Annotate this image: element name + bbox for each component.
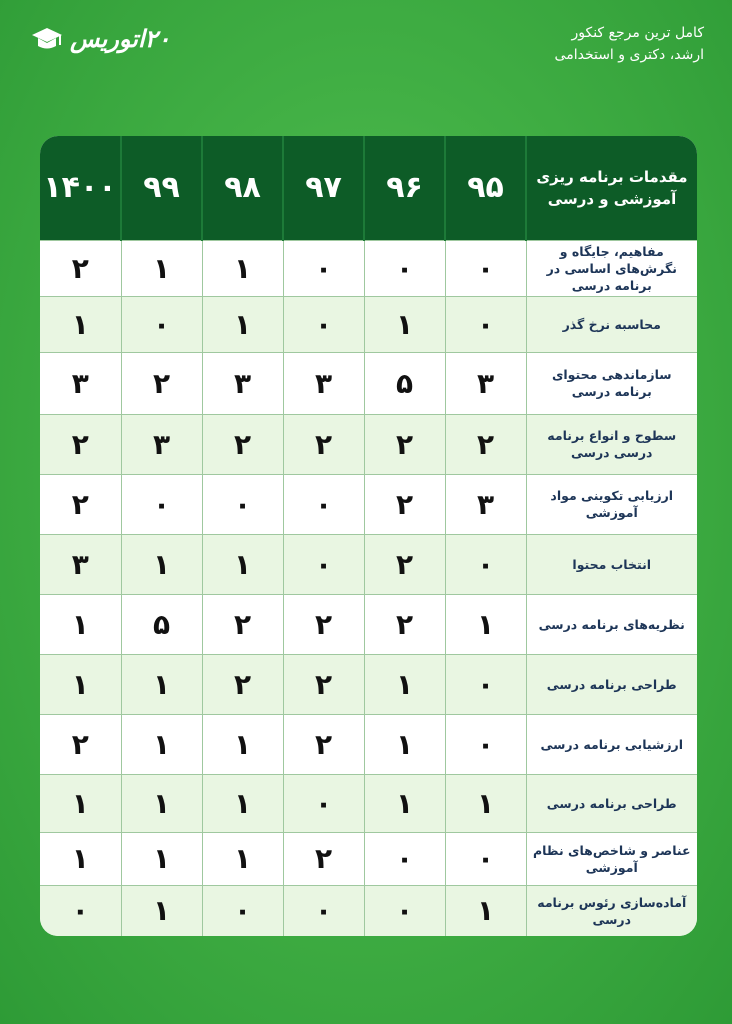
question-count-cell: ۰ (202, 474, 283, 534)
question-count-cell: ۳ (121, 414, 202, 474)
table-row (40, 474, 697, 534)
question-count-cell: ۰ (283, 296, 364, 352)
question-count-cell: ۳ (445, 474, 526, 534)
tagline-line-1: کامل ترین مرجع کنکور (571, 25, 704, 41)
row-topic: نظریه‌های برنامه درسی (526, 594, 697, 654)
row-topic: ارزیابی تکوینی مواد آموزشی (526, 474, 697, 534)
question-count-cell: ۲ (40, 474, 121, 534)
row-topic: عناصر و شاخص‌های نظام آموزشی (526, 832, 697, 885)
question-count-cell: ۲ (283, 414, 364, 474)
question-count-cell: ۲ (364, 474, 445, 534)
question-count-cell: ۱ (121, 534, 202, 594)
question-count-cell: ۲ (364, 534, 445, 594)
question-count-cell: ۱ (364, 714, 445, 774)
question-count-cell: ۰ (445, 240, 526, 296)
table-row (40, 296, 697, 352)
row-topic: طراحی برنامه درسی (526, 654, 697, 714)
question-count-cell: ۰ (445, 654, 526, 714)
question-count-cell: ۳ (202, 352, 283, 414)
question-count-cell: ۵ (364, 352, 445, 414)
question-count-cell: ۲ (283, 654, 364, 714)
question-count-cell: ۱ (40, 832, 121, 885)
question-count-cell: ۱ (121, 774, 202, 832)
table-row (40, 240, 697, 296)
row-topic: آماده‌سازی رئوس برنامه درسی (526, 885, 697, 936)
question-count-cell: ۲ (283, 594, 364, 654)
question-count-cell: ۱ (445, 885, 526, 936)
question-count-cell: ۰ (445, 832, 526, 885)
header-topic: مقدمات برنامه ریزی آموزشی و درسی (526, 136, 697, 240)
question-count-cell: ۰ (283, 534, 364, 594)
table-row (40, 352, 697, 414)
header-year: ۱۴۰۰ (40, 136, 121, 240)
table-row (40, 654, 697, 714)
question-count-cell: ۰ (283, 774, 364, 832)
question-count-cell: ۱ (40, 296, 121, 352)
question-count-cell: ۰ (364, 832, 445, 885)
header-year: ۹۵ (445, 136, 526, 240)
question-count-cell: ۱ (121, 714, 202, 774)
question-count-cell: ۱ (445, 594, 526, 654)
question-count-cell: ۰ (283, 240, 364, 296)
table-row (40, 414, 697, 474)
question-count-cell: ۰ (121, 474, 202, 534)
question-count-cell: ۲ (121, 352, 202, 414)
row-topic: محاسبه نرخ گذر (526, 296, 697, 352)
question-count-cell: ۲ (40, 414, 121, 474)
header-year: ۹۸ (202, 136, 283, 240)
question-count-cell: ۳ (283, 352, 364, 414)
tagline-line-2: ارشد، دکتری و استخدامی (554, 47, 704, 63)
tagline (404, 22, 704, 66)
question-count-cell: ۲ (40, 240, 121, 296)
question-count-cell: ۱ (202, 774, 283, 832)
table-row (40, 885, 697, 936)
question-count-cell: ۱ (40, 654, 121, 714)
question-count-cell: ۲ (364, 594, 445, 654)
question-count-cell: ۰ (445, 534, 526, 594)
question-count-cell: ۱ (364, 296, 445, 352)
table-row (40, 832, 697, 885)
question-count-cell: ۱ (202, 296, 283, 352)
question-count-cell: ۱ (445, 774, 526, 832)
question-count-cell: ۱ (121, 885, 202, 936)
question-count-cell: ۱ (364, 774, 445, 832)
header-year: ۹۷ (283, 136, 364, 240)
question-count-cell: ۰ (445, 714, 526, 774)
header-year: ۹۹ (121, 136, 202, 240)
question-count-cell: ۱ (40, 774, 121, 832)
row-topic: مفاهیم، جایگاه و نگرش‌های اساسی در برنامه درسی (526, 240, 697, 296)
question-count-cell: ۱ (202, 240, 283, 296)
question-count-cell: ۰ (283, 474, 364, 534)
question-count-cell: ۲ (202, 654, 283, 714)
exam-topic-table (40, 136, 697, 936)
table-row (40, 774, 697, 832)
question-count-cell: ۲ (283, 714, 364, 774)
question-count-cell: ۲ (202, 414, 283, 474)
question-count-cell: ۳ (40, 534, 121, 594)
table-row (40, 534, 697, 594)
question-count-cell: ۳ (445, 352, 526, 414)
row-topic: سطوح و انواع برنامه درسی درسی (526, 414, 697, 474)
row-topic: انتخاب محتوا (526, 534, 697, 594)
row-topic: سازماندهی محتوای برنامه درسی (526, 352, 697, 414)
graduation-cap-icon (30, 24, 64, 54)
table-row (40, 594, 697, 654)
question-count-cell: ۲ (283, 832, 364, 885)
question-count-cell: ۰ (445, 296, 526, 352)
question-count-cell: ۱ (202, 534, 283, 594)
brand-name: ۲۰اتوریس (70, 25, 171, 53)
question-count-cell: ۲ (202, 594, 283, 654)
question-count-cell: ۰ (283, 885, 364, 936)
question-count-cell: ۵ (121, 594, 202, 654)
table-header-row (40, 136, 697, 240)
question-count-cell: ۰ (121, 296, 202, 352)
question-count-cell: ۱ (40, 594, 121, 654)
table-row (40, 714, 697, 774)
question-count-cell: ۰ (40, 885, 121, 936)
question-count-cell: ۲ (40, 714, 121, 774)
question-count-cell: ۲ (364, 414, 445, 474)
question-count-cell: ۱ (121, 654, 202, 714)
question-count-cell: ۱ (364, 654, 445, 714)
question-count-cell: ۱ (121, 832, 202, 885)
row-topic: ارزشیابی برنامه درسی (526, 714, 697, 774)
row-topic: طراحی برنامه درسی (526, 774, 697, 832)
question-count-cell: ۱ (121, 240, 202, 296)
question-count-cell: ۲ (445, 414, 526, 474)
question-count-cell: ۰ (364, 240, 445, 296)
brand-logo (30, 22, 170, 56)
question-count-cell: ۰ (364, 885, 445, 936)
question-count-cell: ۱ (202, 832, 283, 885)
question-count-cell: ۳ (40, 352, 121, 414)
question-count-cell: ۱ (202, 714, 283, 774)
question-count-cell: ۰ (202, 885, 283, 936)
header-year: ۹۶ (364, 136, 445, 240)
